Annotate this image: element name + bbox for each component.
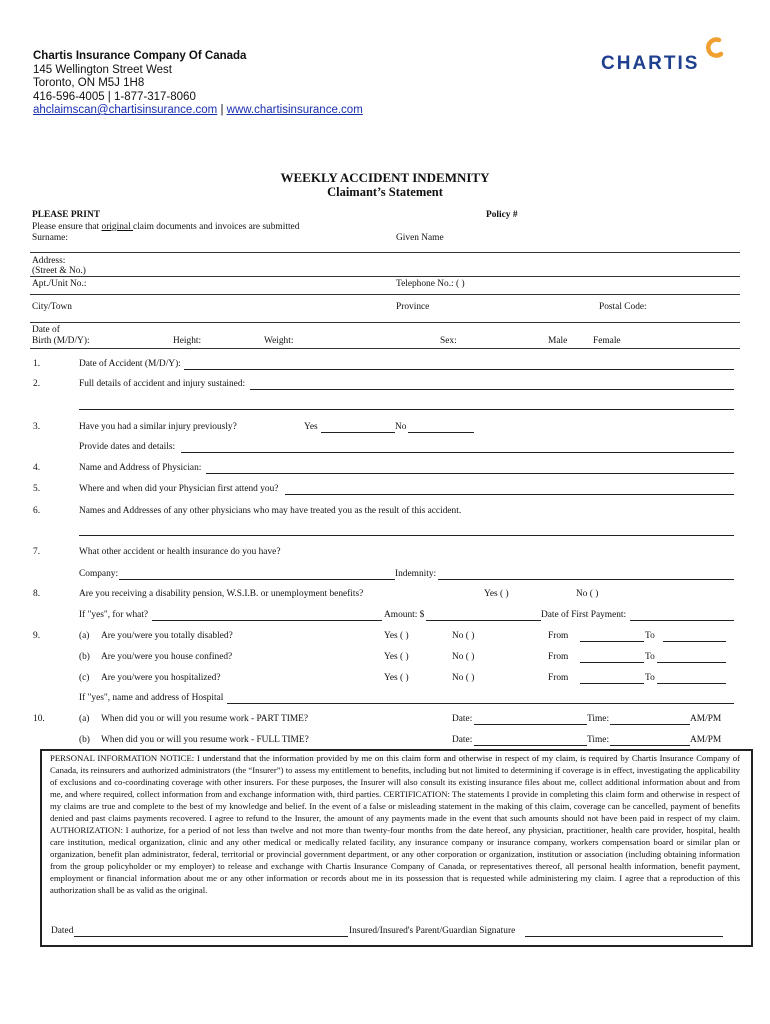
q7-number: 7. <box>33 547 41 557</box>
q10b-time-line[interactable] <box>610 745 690 746</box>
q3-number: 3. <box>33 422 41 432</box>
q9b-yes[interactable]: Yes ( ) <box>384 652 409 662</box>
q9b-from: From <box>548 652 569 662</box>
q9a-yes[interactable]: Yes ( ) <box>384 631 409 641</box>
address-label: Address: <box>32 256 66 266</box>
q7-label: What other accident or health insurance do you have? <box>79 547 281 557</box>
q9c-yes[interactable]: Yes ( ) <box>384 673 409 683</box>
website-link[interactable]: www.chartisinsurance.com <box>226 104 363 116</box>
q5-answer-line[interactable] <box>285 494 734 495</box>
city-label: City/Town <box>32 302 72 312</box>
q10b-letter: (b) <box>79 735 90 745</box>
q2-label: Full details of accident and injury sustained: <box>79 379 246 389</box>
q10a-date-label: Date: <box>452 714 473 724</box>
q9a-from-line[interactable] <box>580 641 644 642</box>
q9a-no[interactable]: No ( ) <box>452 631 475 641</box>
q4-answer-line[interactable] <box>206 473 734 474</box>
form-subtitle: Claimant’s Statement <box>327 185 443 199</box>
q2-answer-line-2[interactable] <box>79 409 734 410</box>
q8-ifyes-label: If "yes", for what? <box>79 610 149 620</box>
province-label: Province <box>396 302 430 312</box>
female-option[interactable]: Female <box>593 336 621 346</box>
q1-answer-line[interactable] <box>184 369 734 370</box>
q9-number: 9. <box>33 631 41 641</box>
sex-label: Sex: <box>440 336 457 346</box>
q9a-to-line[interactable] <box>663 641 726 642</box>
q3-label: Have you had a similar injury previously? <box>79 422 237 432</box>
q10-number: 10. <box>33 714 45 724</box>
q10b-ampm: AM/PM <box>690 735 722 745</box>
street-no-label: (Street & No.) <box>32 266 86 276</box>
q7-indemnity-line[interactable] <box>438 579 734 580</box>
q10a-label: When did you or will you resume work - PART TIME? <box>101 714 309 724</box>
q8-ifyes-line[interactable] <box>152 620 382 621</box>
personal-information-notice: PERSONAL INFORMATION NOTICE: I understand that the information provided by me on this claim form and otherwise in respect of my claim, is required by Chartis Insurance Company of Canada, its reinsurers and authorized administrators (the “Insurer”) to assess my entitlement to benefits, including but not limited to determining if coverage is in effect, investigating the applicability of exclusions and co-coordinating coverage with other insurers. For these purposes, the Insurer will also consult its existing insurance files about me, collect additional information about and from me, and where required, collect information from and exchange information with, third parties. CERTIFICATION: The statements I provide in completing this claim form and otherwise in respect of my claims are true and complete to the best of my knowledge and belief. In the event of a false or misleading statement in the making of this claim, coverage can be cancelled, payment of benefits denied and past claims payments recovered. I agree to refund to the Insurer, the amount of any payments made in the event that such amounts should not have been paid in respect of my claim. AUTHORIZATION: I authorize, for a period of not less than twelve and not more than twenty-four months from the date hereof, any physician, practitioner, health care provider, hospital, health care institution, medical organization, clinic and any other medical or medically related facility, any insurance company or insurance company, workers compensation board or similar plan or organization, benefit plan administrator, federal, territorial or provincial government department, or any other corporation or organization, institution or association (including obtaining information from the group policyholder or my employer) to release and exchange with Chartis Insurance Company of Canada, or representatives thereof, all personal health information, benefit payment, employment or financial information about me or any other information or records about me in its possession that is requested while administering my claim. I agree that a reproduction of this authorization shall be as valid as the original. <box>50 753 740 895</box>
company-name: Chartis Insurance Company Of Canada <box>33 50 247 62</box>
dated-label: Dated <box>51 926 74 936</box>
q7-indemnity-label: Indemnity: <box>395 569 437 579</box>
telephone-label: Telephone No.: ( ) <box>396 279 465 289</box>
q10a-ampm: AM/PM <box>690 714 722 724</box>
q9c-to-line[interactable] <box>657 683 726 684</box>
q3-yes-line[interactable] <box>321 432 395 433</box>
q6-number: 6. <box>33 506 41 516</box>
q9c-from-line[interactable] <box>580 683 644 684</box>
q9a-to: To <box>645 631 655 641</box>
q3-yes: Yes <box>304 422 318 432</box>
company-address-block <box>33 50 363 118</box>
q8-no[interactable]: No ( ) <box>576 589 599 599</box>
policy-label: Policy # <box>486 210 518 220</box>
q9c-label: Are you/were you hospitalized? <box>101 673 221 683</box>
signature-line[interactable] <box>525 936 723 937</box>
q9c-letter: (c) <box>79 673 90 683</box>
q9b-letter: (b) <box>79 652 90 662</box>
q9b-to: To <box>645 652 655 662</box>
q1-number: 1. <box>33 359 41 369</box>
height-label: Height: <box>173 336 202 346</box>
q10b-date-line[interactable] <box>474 745 587 746</box>
q9c-to: To <box>645 673 655 683</box>
q8-yes[interactable]: Yes ( ) <box>484 589 509 599</box>
q10a-time-line[interactable] <box>610 724 690 725</box>
divider <box>30 322 740 323</box>
q3-no-line[interactable] <box>408 432 474 433</box>
q4-label: Name and Address of Physician: <box>79 463 202 473</box>
company-street: 145 Wellington Street West <box>33 63 172 76</box>
q10a-letter: (a) <box>79 714 90 724</box>
q9a-letter: (a) <box>79 631 90 641</box>
q3-no: No <box>395 422 407 432</box>
q8-amount-label: Amount: $ <box>384 610 425 620</box>
q5-number: 5. <box>33 484 41 494</box>
date-of-label: Date of <box>32 325 60 335</box>
q8-date-label: Date of First Payment: <box>541 610 627 620</box>
q10b-date-label: Date: <box>452 735 473 745</box>
q7-company-line[interactable] <box>119 579 395 580</box>
q8-date-line[interactable] <box>630 620 734 621</box>
postal-label: Postal Code: <box>599 302 647 312</box>
q3-provide-line[interactable] <box>181 452 734 453</box>
q9b-no[interactable]: No ( ) <box>452 652 475 662</box>
link-separator: | <box>217 104 227 116</box>
surname-label: Surname: <box>32 233 68 243</box>
q9c-from: From <box>548 673 569 683</box>
divider <box>30 348 740 349</box>
given-name-label: Given Name <box>396 233 444 243</box>
q4-number: 4. <box>33 463 41 473</box>
please-print: PLEASE PRINT <box>32 210 100 220</box>
q10a-date-line[interactable] <box>474 724 587 725</box>
ensure-note: Please ensure that original claim documents and invoices are submitted <box>32 222 300 232</box>
q9-hospital-line[interactable] <box>227 703 734 704</box>
q9c-no[interactable]: No ( ) <box>452 673 475 683</box>
dated-line[interactable] <box>74 936 348 937</box>
company-phones: 416-596-4005 | 1-877-317-8060 <box>33 90 196 103</box>
q9b-to-line[interactable] <box>657 662 726 663</box>
q7-company-label: Company: <box>79 569 119 579</box>
q8-label: Are you receiving a disability pension, W.S.I.B. or unemployment benefits? <box>79 589 364 599</box>
q6-answer-line[interactable] <box>79 535 734 536</box>
birth-label: Birth (M/D/Y): <box>32 336 90 346</box>
q10a-time-label: Time: <box>587 714 610 724</box>
chartis-logo <box>598 34 733 74</box>
q9b-label: Are you/were you house confined? <box>101 652 233 662</box>
weight-label: Weight: <box>264 336 294 346</box>
signature-label: Insured/Insured's Parent/Guardian Signature <box>349 926 516 936</box>
q9-ifyes-label: If "yes", name and address of Hospital <box>79 693 224 703</box>
divider <box>30 276 740 277</box>
q9a-from: From <box>548 631 569 641</box>
apt-label: Apt./Unit No.: <box>32 279 87 289</box>
q10b-label: When did you or will you resume work - FULL TIME? <box>101 735 309 745</box>
q1-label: Date of Accident (M/D/Y): <box>79 359 181 369</box>
q10b-time-label: Time: <box>587 735 610 745</box>
q9b-from-line[interactable] <box>580 662 644 663</box>
q5-label: Where and when did your Physician first attend you? <box>79 484 279 494</box>
divider <box>30 294 740 295</box>
q8-amount-line[interactable] <box>426 620 541 621</box>
q8-number: 8. <box>33 589 41 599</box>
q2-number: 2. <box>33 379 41 389</box>
male-option[interactable]: Male <box>548 336 568 346</box>
q6-label: Names and Addresses of any other physicians who may have treated you as the result of this accident. <box>79 506 462 516</box>
logo-wordmark: CHARTIS <box>601 53 700 74</box>
company-city: Toronto, ON M5J 1H8 <box>33 77 145 89</box>
divider <box>30 252 740 253</box>
email-link[interactable]: ahclaimscan@chartisinsurance.com <box>33 104 218 116</box>
form-title: WEEKLY ACCIDENT INDEMNITY <box>280 170 490 185</box>
q2-answer-line[interactable] <box>250 389 734 390</box>
q3-provide-label: Provide dates and details: <box>79 442 176 452</box>
q9a-label: Are you/were you totally disabled? <box>101 631 233 641</box>
